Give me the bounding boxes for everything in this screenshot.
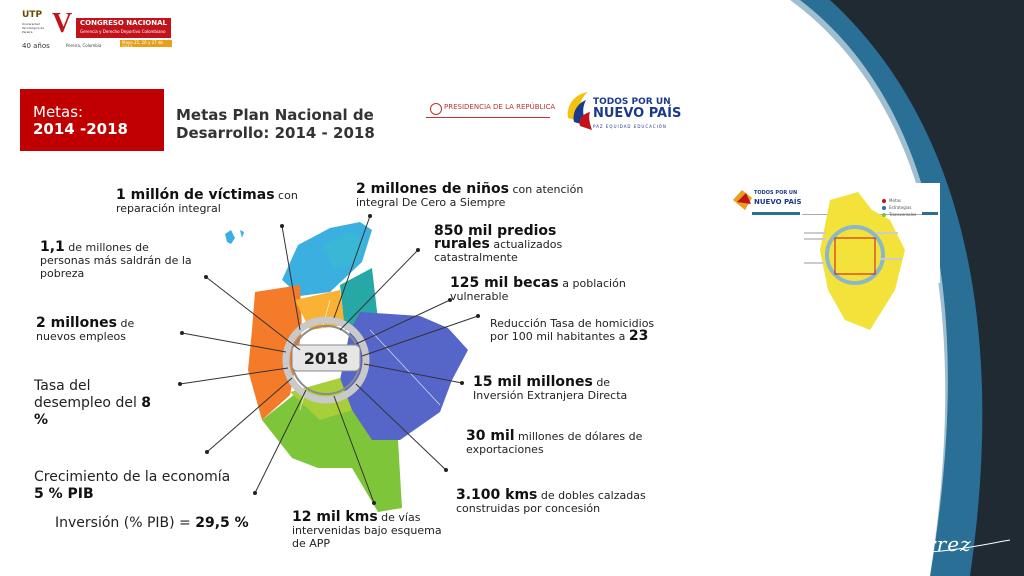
presidencia-seal-icon — [430, 103, 442, 115]
thumb-legend-metas: Metas — [889, 198, 902, 203]
congress-subtitle: Gerencia y Derecho Deportivo Colombiano — [80, 29, 166, 34]
slide-title: Metas Plan Nacional de Desarrollo: 2014 - 2018 — [176, 106, 375, 142]
presidencia-text: PRESIDENCIA DE LA REPÚBLICA — [444, 103, 556, 111]
thumb-legend-estrategias: Estrategias — [889, 205, 912, 210]
utp-subtitle: Universidad Tecnológica de Pereira — [22, 22, 45, 34]
goal-homicidios: Reducción Tasa de homicidios por 100 mil habitantes a 23 — [490, 317, 655, 344]
goal-empleos: 2 millones de nuevos empleos — [36, 315, 135, 343]
goal-victimas: 1 millón de víctimas con reparación integral — [116, 187, 298, 215]
goal-becas: 125 mil becas a población vulnerable — [450, 275, 626, 303]
goal-pobreza: 1,1 de millones de personas más saldrán de la pobreza — [40, 239, 192, 280]
goal-inversion-extranjera: 15 mil millones de Inversión Extranjera Directa — [473, 374, 628, 402]
utp-years: 40 años — [22, 42, 50, 50]
congress-dates: Mayo 25, 26 y 27 de 2017 — [122, 40, 163, 50]
thumb-legend-transversales: Transversales — [889, 212, 917, 217]
map-center-year: 2018 — [303, 349, 349, 368]
tpn-line3: PAZ EQUIDAD EDUCACIÓN — [593, 124, 667, 129]
metas-period: 2014 -2018 — [33, 120, 128, 138]
goal-desempleo: Tasa del desempleo del 8 % — [34, 378, 152, 428]
metas-label: Metas: — [33, 103, 84, 121]
utp-name: UTP — [22, 10, 43, 20]
goal-vias: 12 mil kms de vías intervenidas bajo esquema de APP — [292, 509, 442, 550]
tpn-line1: TODOS POR UN — [593, 97, 671, 107]
goal-exportaciones: 30 mil millones de dólares de exportaciones — [466, 428, 643, 456]
congress-place: Pereira, Colombia — [66, 43, 102, 48]
signature: Pacho Gutiérrez — [866, 508, 972, 556]
thumb-tpn-line2: NUEVO PAÍS — [754, 198, 802, 206]
utp-logo — [20, 10, 50, 48]
goal-economia: Crecimiento de la economía 5 % PIB — [34, 469, 231, 502]
goal-dobles-calzadas: 3.100 kms de dobles calzadas construidas por concesión — [456, 487, 646, 515]
congress-logo — [20, 10, 172, 50]
goal-ninos: 2 millones de niños con atención integral De Cero a Siempre — [356, 181, 584, 209]
tpn-line2: NUEVO PAÍS — [593, 106, 682, 121]
congress-v: V — [52, 8, 73, 39]
congress-title: CONGRESO NACIONAL — [80, 19, 167, 27]
goal-inversion-pib: Inversión (% PIB) = 29,5 % — [55, 515, 249, 531]
goal-predios: 850 mil predios rurales actualizados catastralmente — [434, 223, 563, 264]
tpn-logo-icon — [564, 88, 594, 132]
thumb-tpn-line1: TODOS POR UN — [754, 190, 798, 196]
